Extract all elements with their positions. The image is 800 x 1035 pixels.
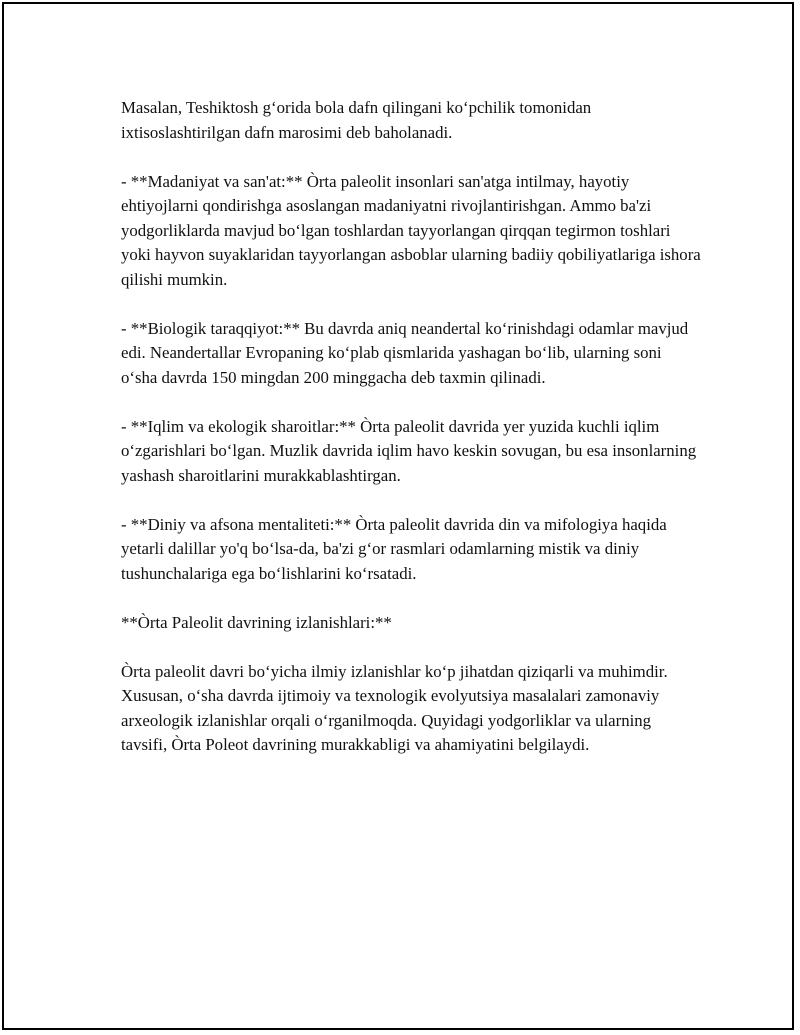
paragraph-biological-progress: - **Biologik taraqqiyot:** Bu davrda aniq neandertal ko‘rinishdagi odamlar mavjud edi. Neandertallar Evropaning ko‘plab qismlarida yashagan bo‘lib, ularning soni o‘sha davrda 150 mingdan 200 minggacha deb taxmin qilinadi. xyxy=(121,318,689,387)
paragraph-burial: Masalan, Teshiktosh g‘orida bola dafn qilingani ko‘pchilik tomonidan ixtisoslashtirilgan dafn marosimi deb baholanadi. xyxy=(121,98,592,142)
page-frame xyxy=(2,2,794,1030)
paragraph-climate-ecology: - **Iqlim va ekologik sharoitlar:** Òrta paleolit davrida yer yuzida kuchli iqlim o‘zgarishlari bo‘lgan. Muzlik davrida iqlim havo keskin sovugan, bu esa insonlarning yashash sharoitlarini murakkablashtirgan. xyxy=(121,416,697,485)
paragraph-culture-art: - **Madaniyat va san'at:** Òrta paleolit insonlari san'atga intilmay, hayotiy ehtiyojlarni qondirishga asoslangan madaniyatni rivojlantirishgan. Ammo ba'zi yodgorliklarda mavjud bo‘lgan toshlardan tayyorlangan qirqqan tegirmon toshlari yoki hayvon suyaklaridan tayyorlangan asboblar ularning badiiy qobiliyatlariga ishora qilishi mumkin. xyxy=(121,171,701,289)
paragraph-research: Òrta paleolit davri bo‘yicha ilmiy izlanishlar ko‘p jihatdan qiziqarli va muhimdir. Xususan, o‘sha davrda ijtimoiy va texnologik evolyutsiya masalalari zamonaviy arxeologik izlanishlar orqali o‘rganilmoqda. Quyidagi yodgorliklar va ularning tavsifi, Òrta Poleot davrining murakkabligi va ahamiyatini belgilaydi. xyxy=(121,661,668,754)
paragraph-religion-mythology: - **Diniy va afsona mentaliteti:** Òrta paleolit davrida din va mifologiya haqida yetarli dalillar yo'q bo‘lsa-da, ba'zi g‘or rasmlari odamlarning mistik va diniy tushunchalariga ega bo‘lishlarini ko‘rsatadi. xyxy=(121,514,667,583)
section-heading-research: **Òrta Paleolit davrining izlanishlari:** xyxy=(121,612,392,632)
document-body xyxy=(121,96,701,782)
